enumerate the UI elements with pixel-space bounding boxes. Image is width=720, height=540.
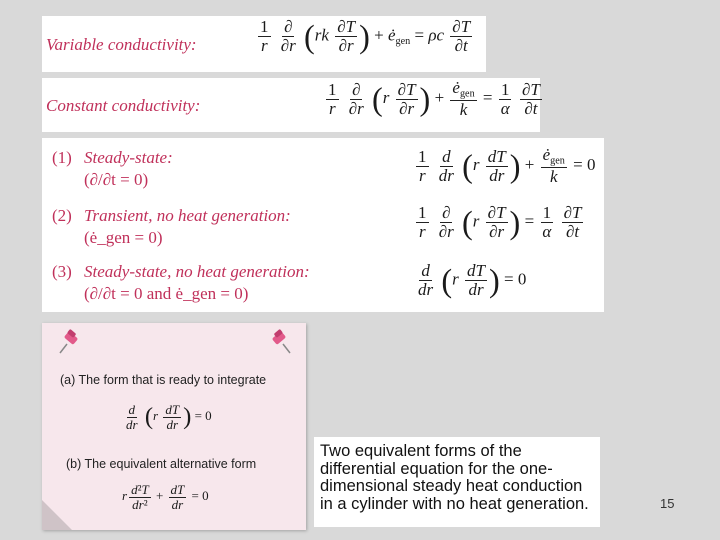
case-1-equation: $\frac{1}{r}$ $\frac{d}{dr}$ (r $\frac{dT}{dr}$ ) + $\frac{ė_{gen}}{k}$ = 0: [418, 145, 596, 187]
case-2-condition: (ė_gen = 0): [84, 228, 163, 247]
case-2-title: Transient, no heat generation:: [84, 206, 291, 225]
note-equation-b: r $\frac{\text{d²T}}{\text{dr²}}$ + $\frac{dT}{dr}$ = 0: [122, 482, 209, 512]
constant-conductivity-equation: $\frac{1}{r}$ $\frac{\partial}{\partial r}$ (r $\frac{\partial T}{\partial r}$ ) + $\frac{ė_{gen}}{k}$ = $\frac{1}{\alpha}$ $\frac{\partial T}{\partial t}$: [328, 78, 540, 120]
case-1-number: (1): [52, 148, 72, 167]
note-folded-corner: [42, 500, 72, 530]
variable-conductivity-label: Variable conductivity:: [46, 35, 197, 54]
note-line-b: (b) The equivalent alternative form: [66, 457, 257, 471]
page-number: 15: [660, 496, 675, 511]
constant-conductivity-label: Constant conductivity:: [46, 96, 201, 115]
case-1-title: Steady-state:: [84, 148, 173, 167]
variable-conductivity-equation: $\frac{1}{r}$ $\frac{\partial}{\partial r}$ (rk $\frac{\partial T}{\partial r}$ ) + $ė_{gen} = \rho c$ $\frac{\partial T}{\partial t}$: [260, 17, 471, 55]
special-cases-panel: [42, 138, 604, 312]
figure-caption: Two equivalent forms of the differential equation for the one-dimensional steady heat conduction in a cylinder with no heat generation.: [314, 437, 600, 527]
pinned-note: [42, 323, 306, 530]
case-3-equation: $\frac{d}{dr}$ (r $\frac{dT}{dr}$ ) = 0: [418, 261, 527, 299]
variable-conductivity-panel: [42, 16, 486, 72]
pushpin-left-icon: [56, 329, 82, 355]
case-2-number: (2): [52, 206, 72, 225]
pushpin-right-icon: [268, 329, 294, 355]
case-3-title: Steady-state, no heat generation:: [84, 262, 310, 281]
case-1-condition: (∂/∂t = 0): [84, 170, 149, 189]
constant-conductivity-panel: [42, 78, 540, 132]
case-3-number: (3): [52, 262, 72, 281]
case-3-condition: (∂/∂t = 0 and ė_gen = 0): [84, 284, 249, 303]
case-2-equation: $\frac{1}{r}$ $\frac{\partial}{\partial r}$ (r $\frac{\partial T}{\partial r}$ ) = $\frac{1}{\alpha}$ $\frac{\partial T}{\partial t}$: [418, 203, 582, 241]
note-equation-a: $\frac{d}{dr}$ (r $\frac{dT}{dr}$ ) = 0: [126, 402, 212, 432]
note-line-a: (a) The form that is ready to integrate: [60, 373, 267, 387]
